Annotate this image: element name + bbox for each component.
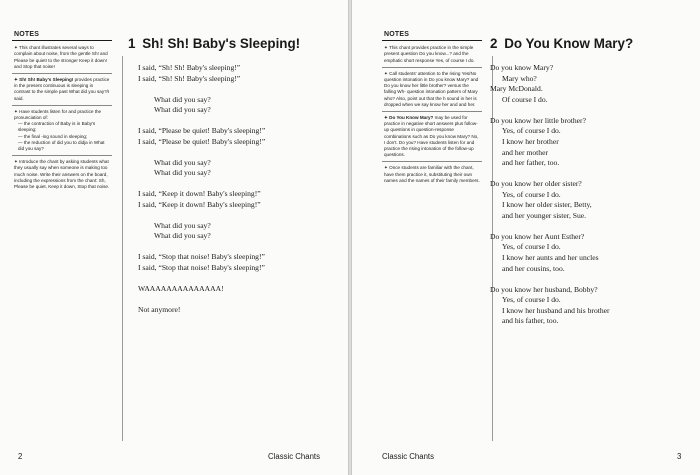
right-page [352, 0, 700, 475]
chant-2 [490, 36, 695, 337]
stanza [128, 252, 338, 273]
chant-line: Do you know her little brother? [490, 115, 586, 125]
chant-line: Of course I do. [502, 94, 548, 104]
chant-line: WAAAAAAAAAAAAAA! [138, 284, 224, 294]
notes-column [12, 30, 112, 465]
chant-1 [128, 36, 338, 326]
page-number: 2 [18, 452, 23, 461]
chant-line: and her mother [502, 147, 548, 157]
chant-title [490, 36, 695, 51]
note-item [382, 45, 482, 64]
note-divider [382, 67, 482, 68]
note-sub-item: — the contraction of Baby is in Baby's sleeping; [18, 121, 96, 133]
note-heading: ✦ Do You Know Mary? [384, 115, 434, 121]
chant-line: Do you know her Aunt Esther? [490, 231, 585, 241]
chant-line: Not anymore! [138, 305, 181, 315]
stanza [128, 221, 338, 242]
chant-line: Yes, of course I do. [502, 126, 561, 136]
note-item [382, 165, 482, 184]
chant-line: I said, “Please be quiet! Baby's sleeping!” [138, 136, 266, 146]
note-divider [12, 73, 112, 74]
chant-line: I said, “Keep it down! Baby's sleeping!” [138, 189, 261, 199]
stanza [490, 116, 695, 169]
chant-title [128, 36, 338, 51]
stanza [128, 95, 338, 116]
notes-header: NOTES [12, 30, 112, 41]
stanza [128, 158, 338, 179]
stanza [128, 126, 338, 147]
chant-line: I know her older sister, Betty, [502, 200, 592, 210]
chant-line: Yes, of course I do. [502, 189, 561, 199]
stanza [490, 63, 695, 105]
chant-line: Yes, of course I do. [502, 242, 561, 252]
chant-line: I know her aunts and her uncles [502, 253, 599, 263]
note-text: ✦ This chant illustrates several ways to complain about noise, from the gentle Sh! and Please be quiet! to the stronger Keep it down! and Stop that noise! [14, 45, 108, 69]
column-divider [122, 56, 123, 441]
note-item [12, 77, 112, 102]
note-item [12, 109, 112, 152]
note-heading: ✦ Sh! Sh! Baby's Sleeping! [14, 77, 74, 83]
note-item [12, 45, 112, 70]
note-text: ✦ Once students are familiar with the chant, have them practice it, substituting their own names and the names of their family members. [384, 165, 480, 183]
chant-line: and her father, too. [502, 158, 560, 168]
note-sub-item: — the reduction of did you to didja in What did you say? [18, 139, 105, 152]
chant-line: Mary McDonald. [490, 84, 543, 94]
chant-line: What did you say? [154, 220, 211, 230]
stanza [490, 232, 695, 274]
chant-number: 1 [128, 36, 136, 51]
note-sub-item: — the final -ing sound in sleeping; [18, 133, 88, 139]
chant-line: What did you say? [154, 168, 211, 178]
chant-line: I said, “Stop that noise! Baby's sleeping!” [138, 252, 265, 262]
chant-title-text: Do You Know Mary? [504, 36, 634, 51]
chant-line: What did you say? [154, 231, 211, 241]
chant-line: I know her brother [502, 136, 559, 146]
chant-line: I said, “Please be quiet! Baby's sleeping!” [138, 126, 266, 136]
chant-line: Do you know her husband, Bobby? [490, 284, 598, 294]
notes-header: NOTES [382, 30, 482, 41]
stanza [128, 305, 338, 316]
stanza [490, 285, 695, 327]
note-divider [382, 161, 482, 162]
note-text: provides practice in the present continuous is sleeping in contrast to the simple past What did you say?/I said. [14, 77, 110, 101]
stanza [490, 179, 695, 221]
book-title: Classic Chants [268, 452, 320, 461]
note-divider [12, 105, 112, 106]
note-text: ✦ This chant provides practice in the simple present question Do you know...? and the emphatic short response Yes, of course I do. [384, 45, 475, 63]
chant-line: Yes, of course I do. [502, 295, 561, 305]
note-item [382, 71, 482, 108]
note-text: ✦ Call students' attention to the rising Yes/No question intonation in Do you know Mary? and Do you know her little brother? versus the falling Wh- question intonation pattern of Mary who? Also, point out that the h sound in her is dropped when we say know her and and her. [384, 70, 479, 107]
chant-line: What did you say? [154, 105, 211, 115]
chant-line: Do you know her older sister? [490, 179, 582, 189]
book-title: Classic Chants [382, 452, 434, 461]
chant-line: I know her husband and his brother [502, 305, 610, 315]
chant-line: What did you say? [154, 94, 211, 104]
chant-line: I said, “Sh! Sh! Baby's sleeping!” [138, 73, 241, 83]
chant-title-text: Sh! Sh! Baby's Sleeping! [142, 36, 301, 51]
note-item [382, 115, 482, 158]
chant-line: and his father, too. [502, 316, 559, 326]
chant-line: I said, “Keep it down! Baby's sleeping!” [138, 199, 261, 209]
chant-line: and her younger sister, Sue. [502, 210, 587, 220]
note-divider [382, 111, 482, 112]
chant-line: I said, “Sh! Sh! Baby's sleeping!” [138, 63, 241, 72]
page-number: 3 [677, 452, 682, 461]
note-item [12, 159, 112, 190]
stanza [128, 284, 338, 295]
left-page [0, 0, 348, 475]
note-text: may be used for practice in negative short answers plus follow-up questions in question-response combinations such as Do you know Mary? No, I don't. Do you? Have students listen for and practice the rising intonation of the follow-up questions. [384, 115, 479, 158]
note-text: ✦ Have students listen for and practice the pronunciation of: [14, 108, 102, 121]
notes-column [382, 30, 482, 465]
chant-line: I said, “Stop that noise! Baby's sleeping!” [138, 263, 265, 273]
stanza [128, 63, 338, 84]
chant-line: What did you say? [154, 157, 211, 167]
stanza [128, 189, 338, 210]
chant-line: Mary who? [502, 73, 537, 83]
note-text: ✦ Introduce the chant by asking students what they usually say when someone is making too much noise. Write their answers on the board, including the expressions from the chant: Sh, Please be quiet, Keep it down, Stop that noise. [14, 159, 110, 190]
chant-number: 2 [490, 36, 498, 51]
note-divider [12, 155, 112, 156]
chant-line: and her cousins, too. [502, 263, 565, 273]
chant-line: Do you know Mary? [490, 63, 554, 72]
